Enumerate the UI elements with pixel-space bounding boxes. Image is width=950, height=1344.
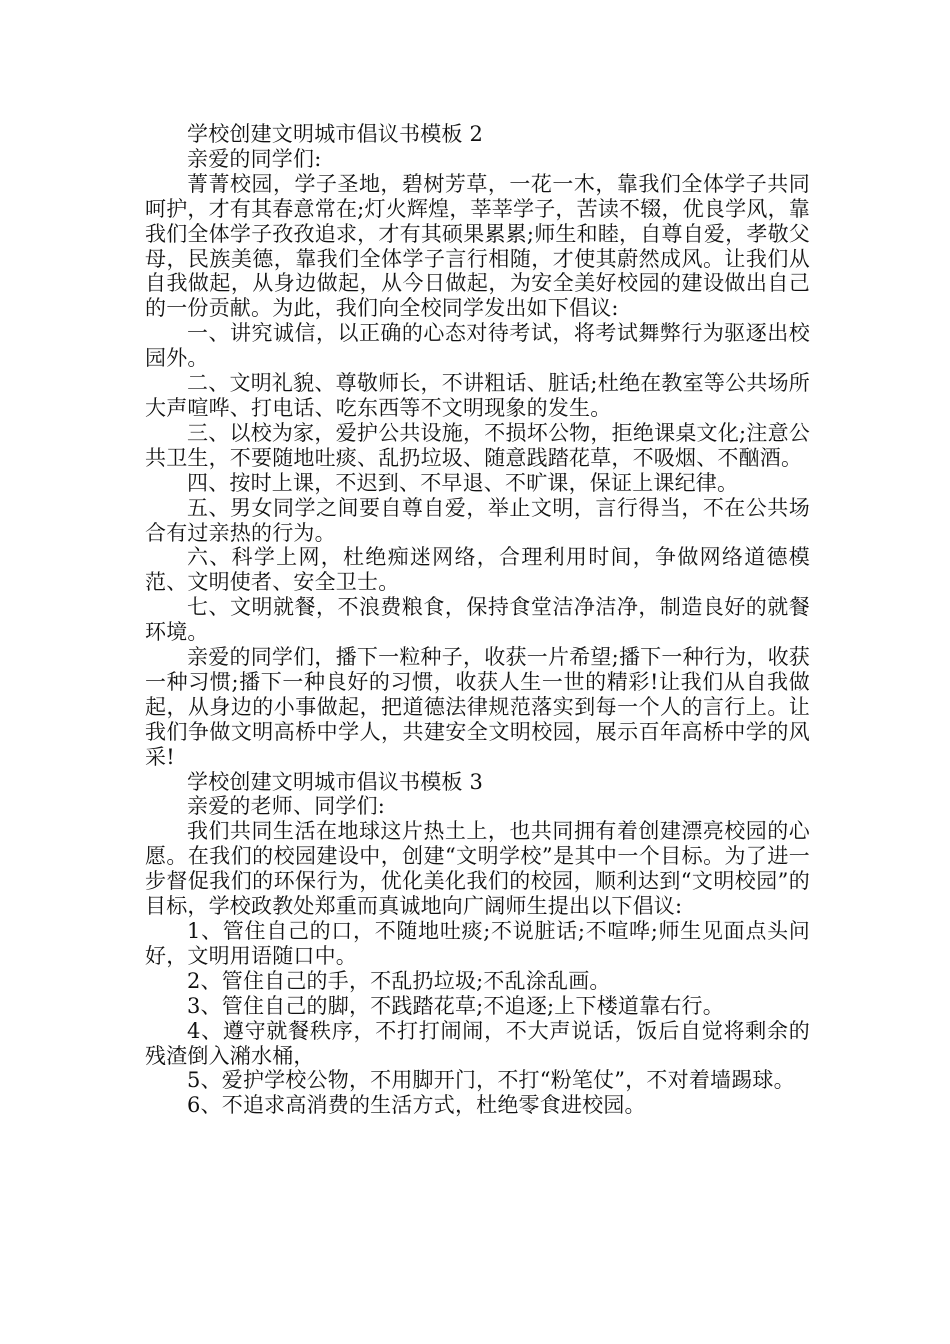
document-body	[145, 122, 810, 1118]
proposal-item: 二、文明礼貌、尊敬师长，不讲粗话、脏话;杜绝在教室等公共场所大声喧哗、打电话、吃东西等不文明现象的发生。	[145, 371, 810, 420]
salutation: 亲爱的同学们:	[187, 146, 322, 171]
proposal-item: 一、讲究诚信，以正确的心态对待考试，将考试舞弊行为驱逐出校园外。	[145, 321, 810, 371]
proposal-item: 4、遵守就餐秩序，不打打闹闹，不大声说话，饭后自觉将剩余的残渣倒入潲水桶，	[145, 1018, 810, 1068]
closing-paragraph: 亲爱的同学们，播下一粒种子，收获一片希望;播下一种行为，收获一种习惯;播下一种良好的习惯，收获人生一世的精彩!让我们从自我做起，从身边的小事做起，把道德法律规范落实到每一个人的言行上。让我们争做文明高桥中学人，共建安全文明校园，展示百年高桥中学的风采!	[145, 645, 810, 769]
proposal-item: 2、管住自己的手，不乱扔垃圾;不乱涂乱画。	[187, 968, 611, 993]
paragraph: 菁菁校园，学子圣地，碧树芳草，一花一木，靠我们全体学子共同呵护，才有其春意常在;灯火辉煌，莘莘学子，苦读不辍，优良学风，靠我们全体学子孜孜追求，才有其硕果累累;师生和睦，自尊自爱，孝敬父母，民族美德，靠我们全体学子言行相随，才使其蔚然成风。让我们从自我做起，从身边做起，从今日做起，为安全美好校园的建设做出自己的一份贡献。为此，我们向全校同学发出如下倡议:	[145, 171, 810, 321]
proposal-item: 六、科学上网，杜绝痴迷网络，合理利用时间，争做网络道德模范、文明使者、安全卫士。	[145, 545, 810, 595]
salutation: 亲爱的老师、同学们:	[187, 794, 386, 819]
proposal-item: 6、不追求高消费的生活方式，杜绝零食进校园。	[187, 1093, 646, 1118]
section-title: 学校创建文明城市倡议书模板 3	[187, 769, 484, 794]
proposal-item: 七、文明就餐，不浪费粮食，保持食堂洁净洁净，制造良好的就餐环境。	[145, 595, 810, 645]
proposal-item: 3、管住自己的脚，不践踏花草;不追逐;上下楼道靠右行。	[187, 993, 724, 1018]
proposal-item: 三、以校为家，爱护公共设施，不损坏公物，拒绝课桌文化;注意公共卫生，不要随地吐痰、乱扔垃圾、随意践踏花草，不吸烟、不酗酒。	[145, 420, 810, 470]
paragraph: 我们共同生活在地球这片热土上，也共同拥有着创建漂亮校园的心愿。在我们的校园建设中，创建“文明学校”是其中一个目标。为了进一步督促我们的环保行为，优化美化我们的校园，顺利达到“文明校园”的目标，学校政教处郑重而真诚地向广阔师生提出以下倡议:	[145, 819, 810, 919]
proposal-item: 1、管住自己的口，不随地吐痰;不说脏话;不喧哗;师生见面点头问好，文明用语随口中。	[145, 919, 810, 968]
proposal-item: 四、按时上课，不迟到、不早退、不旷课，保证上课纪律。	[187, 470, 739, 495]
proposal-item: 5、爱护学校公物，不用脚开门，不打“粉笔仗”，不对着墙踢球。	[187, 1068, 795, 1093]
section-title: 学校创建文明城市倡议书模板 2	[187, 122, 484, 146]
proposal-item: 五、男女同学之间要自尊自爱，举止文明，言行得当，不在公共场合有过亲热的行为。	[145, 495, 810, 545]
